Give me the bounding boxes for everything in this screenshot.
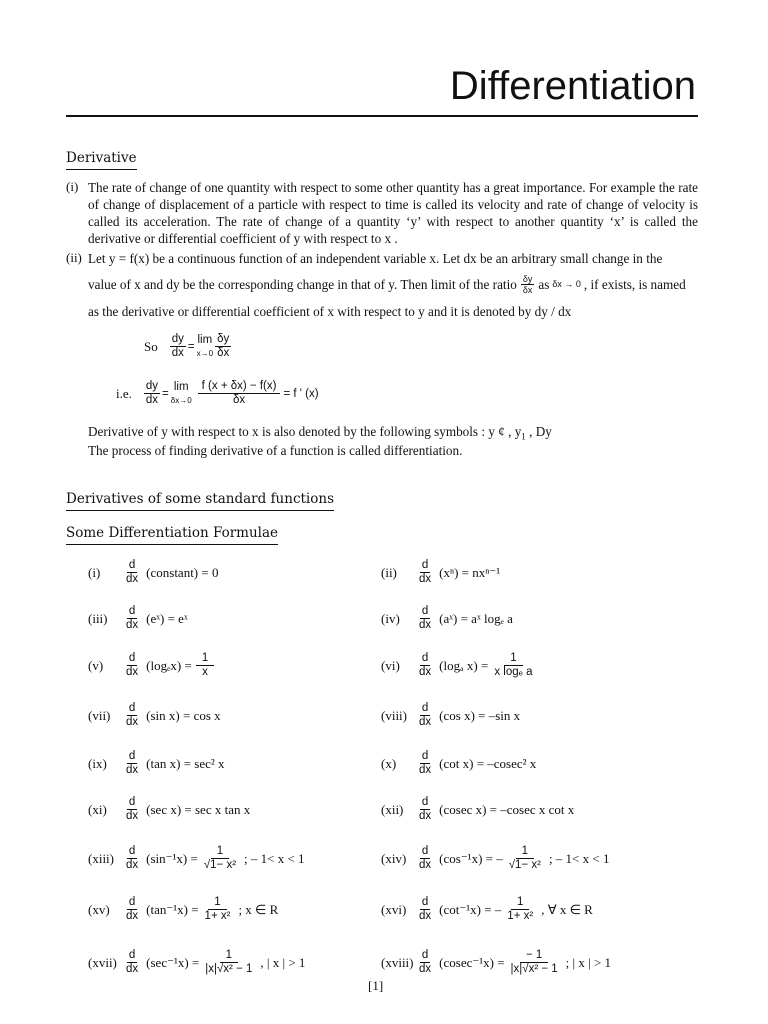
formula-number: (xii) [381,801,404,817]
formula-text: (constant) = 0 [146,564,219,580]
equation-so: So $\frac{dy}{dx}$ = lim x→0 $\frac{\delta y}{\delta x}$ [144,333,230,359]
limit-text: δx → 0 [552,279,581,289]
d-num: d [421,605,429,617]
formula-item [381,949,611,976]
formula-fraction-num: 1 [208,896,226,910]
eq1-num: δy [217,333,230,345]
ratio-text: value of x and dy be the corresponding change in that of y. Then limit of the ratio [88,277,517,292]
formula-item [381,845,609,872]
formula-number: (ix) [88,755,107,771]
formula-fraction-den: |x|√x² − 1 [510,963,558,975]
d-num: d [128,845,136,857]
d-dx-operator [124,605,140,632]
formula-text: (cosec⁻¹x) = [439,954,505,970]
formula-number: (iv) [381,610,400,626]
dx-den: dx [419,573,432,585]
formula-text: (xⁿ) = nxⁿ⁻¹ [439,564,501,580]
formula-fraction [196,652,214,679]
dx-den: dx [419,810,432,822]
eq2-fraction [198,380,281,407]
formula-fraction [202,845,238,872]
dx-den: dx [126,859,139,871]
page-title: Differentiation [449,64,696,108]
d-num: d [421,750,429,762]
eq2-den: δx [232,394,246,406]
formula-item [88,702,221,729]
d-dx-operator [417,949,433,976]
dy-dx-fraction-2 [144,380,160,407]
formula-fraction-num: 1 [511,896,529,910]
dx-den: dx [419,859,432,871]
section-subheading-formulae: Some Differentiation Formulae [66,525,278,545]
d-num: d [421,949,429,961]
formula-fraction-den: √1− x² [508,859,541,871]
formula-text: (sec x) = sec x tan x [146,801,251,817]
formula-item [381,896,593,923]
d-num: d [128,796,136,808]
d-dx-operator [124,796,140,823]
formula-condition: , ∀ x ∈ R [541,901,593,917]
formula-fraction-num: 1 [516,845,534,859]
symbols-text: Derivative of y with respect to x is also denoted by the following symbols : y ¢ , y [88,424,522,439]
lim-label-2: lim [173,380,189,393]
formula-text: (sec⁻¹x) = [146,954,200,970]
title-divider [66,115,698,117]
d-num: d [128,702,136,714]
formula-item [88,949,305,976]
formula-fraction-den: 1+ x² [507,910,534,922]
formula-item [381,796,574,823]
formula-fraction-den: x logₑ a [494,666,533,678]
paragraph-ii-line2 [88,274,698,295]
formula-item [88,559,218,586]
formula-fraction [203,896,233,923]
section-heading-derivative: Derivative [66,150,137,170]
formula-number: (x) [381,755,397,771]
dy-num-2: dy [145,380,159,392]
eq2-rhs: = f ' (x) [283,387,319,400]
formula-text: (tan x) = sec² x [146,755,225,771]
d-num: d [128,750,136,762]
formula-number: (xvi) [381,901,407,917]
formula-number: (xi) [88,801,107,817]
symbols-sub: 1 [521,431,526,442]
d-dx-operator [417,702,433,729]
d-dx-operator [417,559,433,586]
formula-text: (aˣ) = aˣ logₑ a [439,610,513,626]
symbols-tail: , Dy [525,424,552,439]
formula-item [381,652,534,679]
d-dx-operator [124,949,140,976]
dx-den: dx [126,666,139,678]
dx-den: dx [126,573,139,585]
d-num: d [421,559,429,571]
ratio-fraction [521,274,535,295]
formula-text: (cot⁻¹x) = – [439,901,502,917]
formula-text: (tan⁻¹x) = [146,901,199,917]
formula-text: (cot x) = –cosec² x [439,755,537,771]
formula-number: (vi) [381,657,400,673]
formula-number: (xvii) [88,954,117,970]
formula-fraction-num: 1 [196,652,214,666]
formula-condition: ; – 1< x < 1 [548,850,610,866]
d-num: d [421,652,429,664]
paragraph-ii-line1: Let y = f(x) be a continuous function of an independent variable x. Let dx be an arbitrary small change in the [88,251,663,266]
formula-text: (cos x) = –sin x [439,707,521,723]
d-dx-operator [417,652,433,679]
eq1-fraction [215,333,231,360]
formula-item [88,605,188,632]
ie-label: i.e. [116,385,132,401]
formula-fraction-den: √1− x² [203,859,237,871]
d-dx-operator [124,559,140,586]
d-num: d [128,559,136,571]
limit-block-2 [171,381,192,407]
d-num: d [421,845,429,857]
formula-fraction [507,845,543,872]
formula-fraction-den: x [202,666,208,678]
formula-fraction [509,949,560,976]
d-dx-operator [124,845,140,872]
formula-number: (vii) [88,707,111,723]
formula-number: (ii) [381,564,397,580]
formula-text: (cosec x) = –cosec x cot x [439,801,575,817]
eq2-num: f (x + δx) − f(x) [198,380,281,394]
dy-num: dy [171,333,184,345]
formula-item [88,845,305,872]
lim-sub: x→0 [196,348,214,358]
d-num: d [128,949,136,961]
formula-condition: ; – 1< x < 1 [244,850,305,866]
lim-sub-2: δx→0 [170,395,192,405]
item-label-ii: (ii) [66,250,82,265]
formula-text: (cos⁻¹x) = – [439,850,503,866]
d-num: d [421,702,429,714]
formula-fraction-num: 1 [504,652,522,666]
dx-den-2: dx [145,394,159,406]
dy-dx-fraction [170,333,186,360]
formula-item [381,559,500,586]
dx-den: dx [126,963,139,975]
formula-number: (xviii) [381,954,414,970]
formula-number: (xiii) [88,850,114,866]
d-dx-operator [124,702,140,729]
dx-den: dx [419,963,432,975]
formula-fraction-den: 1+ x² [204,910,231,922]
dx-den: dx [171,347,184,359]
dx-den: dx [126,716,139,728]
d-dx-operator [417,845,433,872]
limit-block [197,334,213,360]
formula-number: (viii) [381,707,407,723]
d-dx-operator [124,896,140,923]
paragraph-ii-line3: as the derivative or differential coefficient of x with respect to y and it is denoted by dy / dx [88,304,572,319]
dx-den: dx [419,764,432,776]
dx-den: dx [126,764,139,776]
dx-den: dx [126,619,139,631]
dx-den: dx [419,910,432,922]
formula-item [88,750,225,777]
formula-text: (sin⁻¹x) = [146,850,198,866]
formula-number: (i) [88,564,101,580]
formula-number: (xv) [88,901,110,917]
d-dx-operator [124,652,140,679]
eq1-den: δx [217,347,230,359]
dx-den: dx [126,810,139,822]
formula-item [381,750,536,777]
formula-fraction-num: 1 [211,845,229,859]
ratio-den: δx [522,285,533,295]
d-dx-operator [417,896,433,923]
d-dx-operator [124,750,140,777]
formula-item [381,605,513,632]
formula-fraction [505,896,535,923]
lim-label: lim [197,333,213,346]
d-num: d [128,605,136,617]
item-label-i: (i) [66,179,79,194]
section-heading-standard: Derivatives of some standard functions [66,491,334,511]
dx-den: dx [419,619,432,631]
ratio-tail: , if exists, is named [583,277,686,292]
d-dx-operator [417,796,433,823]
paragraph-i: The rate of change of one quantity with respect to some other quantity has a great importance. For example the rate of change of displacement of a particle with respect to time is called its velocity and rate of change of velocity is called its acceleration. The rate of change of a quantity ‘y’ with respect to another quantity ‘x’ is called the derivative or differential coefficient of y with respect to x . [88,180,698,246]
formula-fraction-den: |x|√x² − 1 [205,963,253,975]
formula-item [88,896,278,923]
formula-condition: ; x ∈ R [238,901,279,917]
equation-ie: i.e. $\frac{dy}{dx}$ = lim δx→0 $\frac{f (x + \delta x) - f(x)}{\delta x}$ = f ' (x) [116,380,319,406]
d-num: d [421,796,429,808]
formula-fraction-num: − 1 [520,949,548,963]
dx-den: dx [126,910,139,922]
formula-item [381,702,520,729]
formula-number: (iii) [88,610,108,626]
formula-item [88,796,250,823]
formula-text: (logₐ x) = [439,657,489,673]
page-number: [1] [368,978,384,993]
dx-den: dx [419,716,432,728]
formula-condition: , | x | > 1 [260,954,306,970]
formula-condition: ; | x | > 1 [565,954,612,970]
formula-text: (eˣ) = eˣ [146,610,188,626]
formula-item [88,652,214,679]
formula-fraction [203,949,254,976]
as-text: as [538,277,550,292]
formula-text: (logₑx) = [146,657,192,673]
d-dx-operator [417,750,433,777]
d-num: d [128,652,136,664]
formula-number: (xiv) [381,850,407,866]
d-num: d [421,896,429,908]
so-label: So [144,338,158,354]
paragraph-process: The process of finding derivative of a function is called differentiation. [88,443,463,458]
ratio-num: δy [522,274,533,284]
formula-fraction-num: 1 [220,949,238,963]
d-num: d [128,896,136,908]
formula-fraction [492,652,534,679]
formula-number: (v) [88,657,104,673]
formula-text: (sin x) = cos x [146,707,221,723]
d-dx-operator [417,605,433,632]
dx-den: dx [419,666,432,678]
